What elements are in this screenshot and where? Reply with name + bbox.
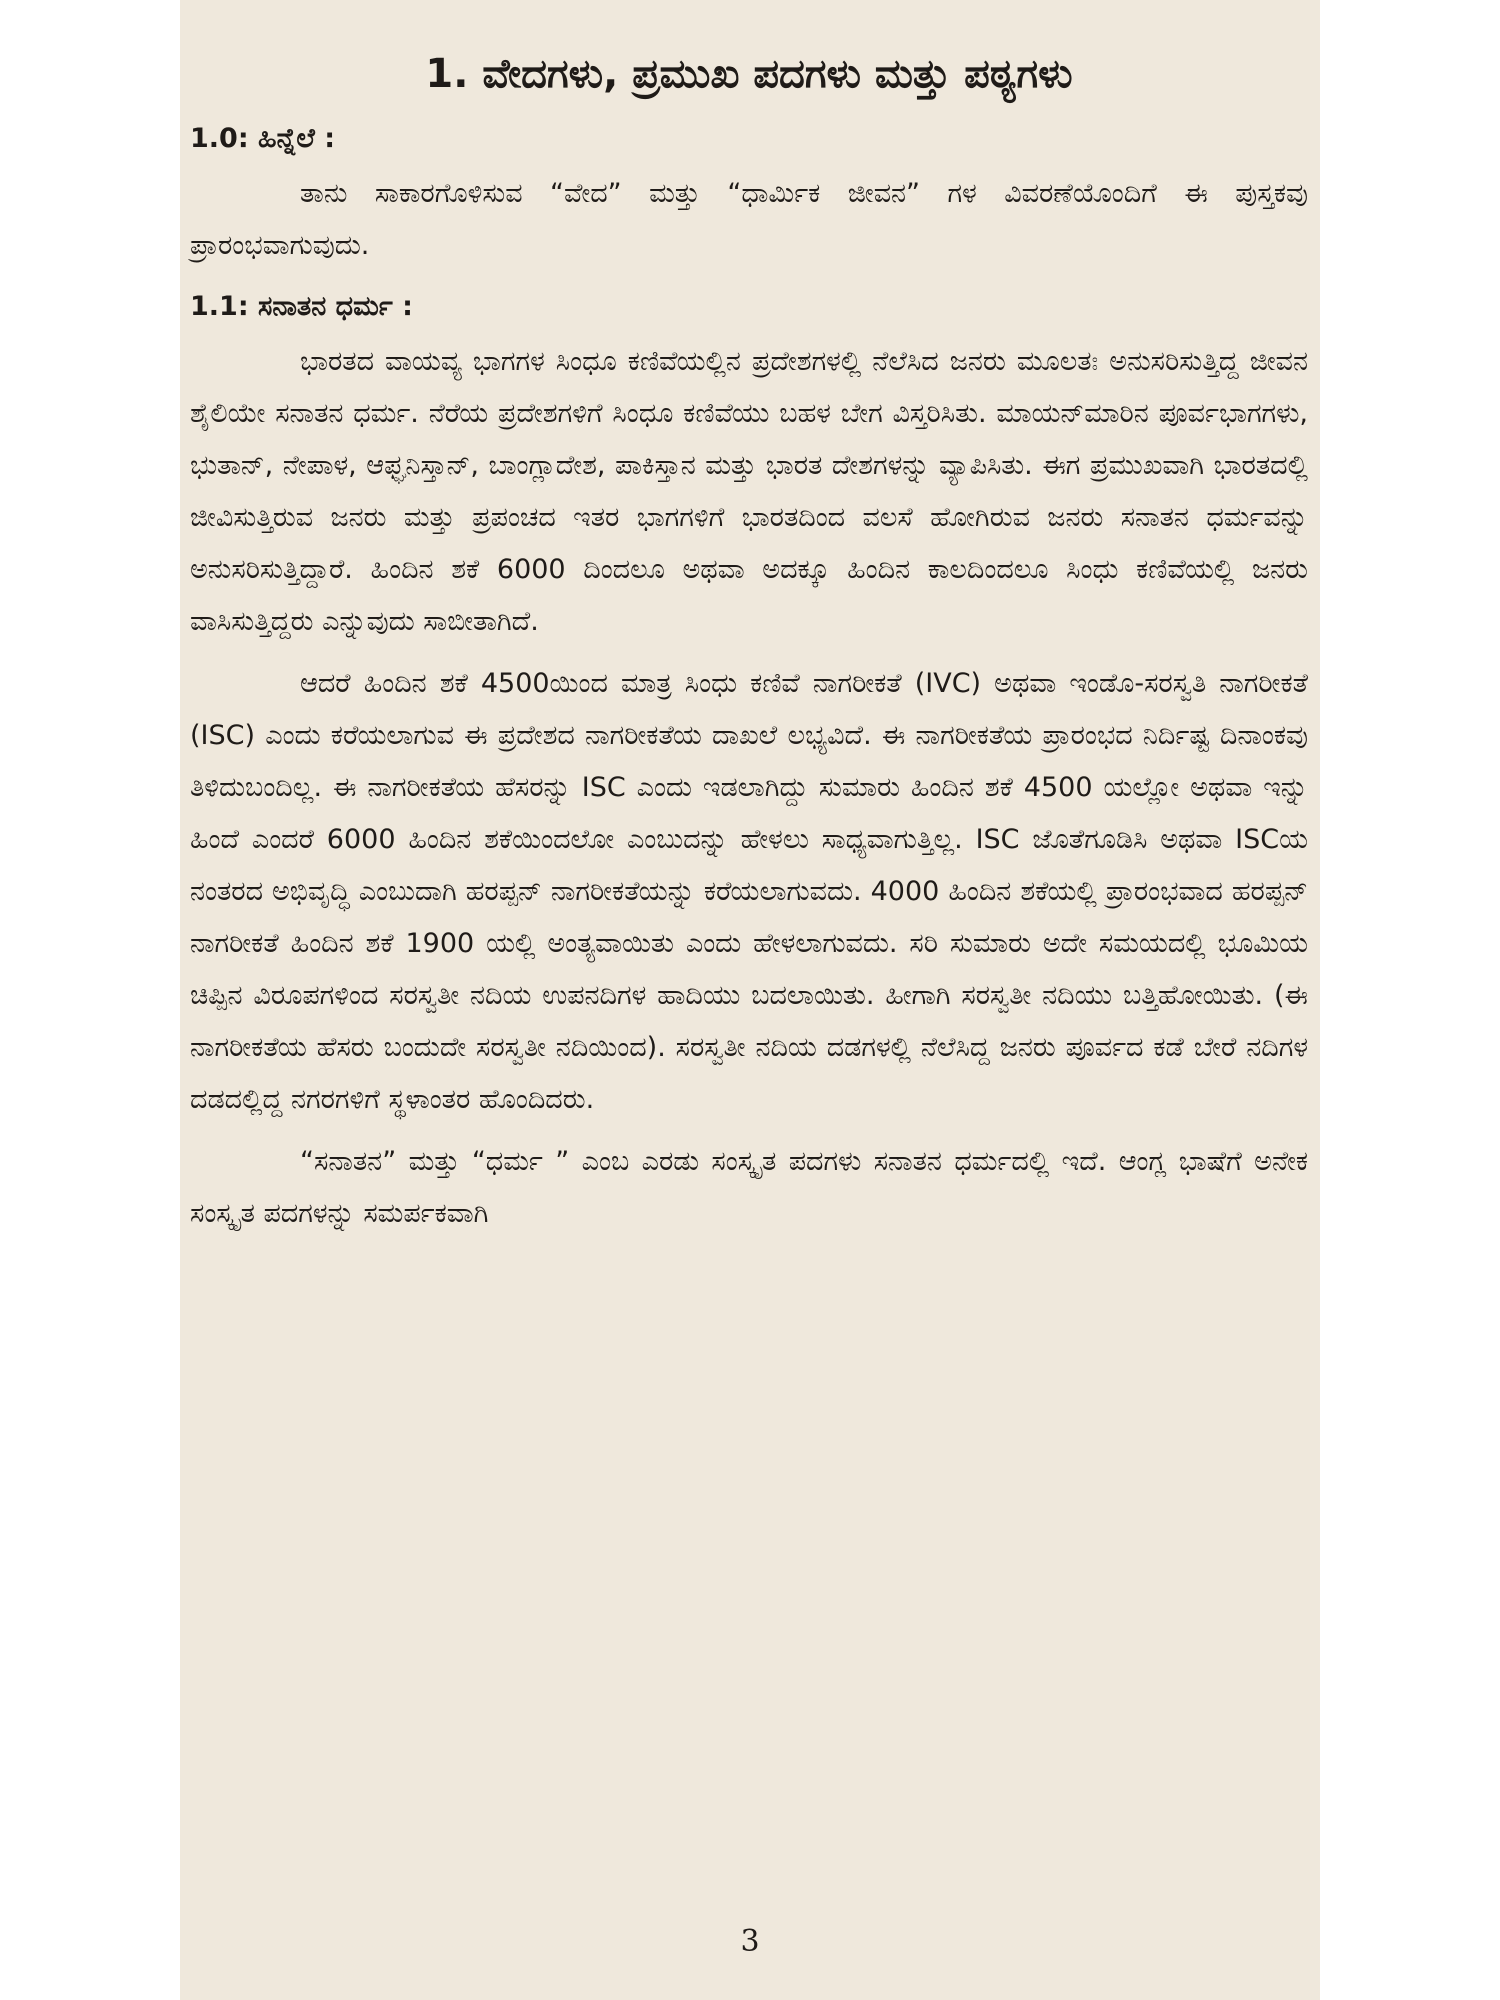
chapter-title: 1. ವೇದಗಳು, ಪ್ರಮುಖ ಪದಗಳು ಮತ್ತು ಪಠ್ಯಗಳು xyxy=(425,51,1073,97)
page-number: 3 xyxy=(740,1924,760,1959)
paragraph-background: ತಾನು ಸಾಕಾರಗೊಳಿಸುವ “ವೇದ” ಮತ್ತು “ಧಾರ್ಮಿಕ ಜೀವನ” ಗಳ ವಿವರಣೆಯೊಂದಿಗೆ ಈ ಪುಸ್ತಕವು ಪ್ರಾರಂಭವಾಗುವುದು. xyxy=(190,178,1308,261)
page-content xyxy=(190,44,1308,1250)
section-heading-background: 1.0: ಹಿನ್ನೆಲೆ : xyxy=(190,123,336,154)
paragraph-sanatana-2: ಆದರೆ ಹಿಂದಿನ ಶಕೆ 4500ಯಿಂದ ಮಾತ್ರ ಸಿಂಧು ಕಣಿವೆ ನಾಗರೀಕತೆ (IVC) ಅಥವಾ ಇಂಡೊ-ಸರಸ್ವತಿ ನಾಗರೀಕತೆ (ISC) ಎಂದು ಕರೆಯಲಾಗುವ ಈ ಪ್ರದೇಶದ ನಾಗರೀಕತೆಯ ದಾಖಲೆ ಲಭ್ಯವಿದೆ. ಈ ನಾಗರೀಕತೆಯ ಪ್ರಾರಂಭದ ನಿರ್ದಿಷ್ಟ ದಿನಾಂಕವು ತಿಳಿದುಬಂದಿಲ್ಲ. ಈ ನಾಗರೀಕತೆಯ ಹೆಸರನ್ನು ISC ಎಂದು ಇಡಲಾಗಿದ್ದು ಸುಮಾರು ಹಿಂದಿನ ಶಕೆ 4500 ಯಲ್ಲೋ ಅಥವಾ ಇನ್ನು ಹಿಂದೆ ಎಂದರೆ 6000 ಹಿಂದಿನ ಶಕೆಯಿಂದಲೋ ಎಂಬುದನ್ನು ಹೇಳಲು ಸಾಧ್ಯವಾಗುತ್ತಿಲ್ಲ. ISC ಜೊತೆಗೂಡಿಸಿ ಅಥವಾ ISCಯ ನಂತರದ ಅಭಿವೃದ್ಧಿ ಎಂಬುದಾಗಿ ಹರಪ್ಪನ್ ನಾಗರೀಕತೆಯನ್ನು ಕರೆಯಲಾಗುವದು. 4000 ಹಿಂದಿನ ಶಕೆಯಲ್ಲಿ ಪ್ರಾರಂಭವಾದ ಹರಪ್ಪನ್ ನಾಗರೀಕತೆ ಹಿಂದಿನ ಶಕೆ 1900 ಯಲ್ಲಿ ಅಂತ್ಯವಾಯಿತು ಎಂದು ಹೇಳಲಾಗುವದು. ಸರಿ ಸುಮಾರು ಅದೇ ಸಮಯದಲ್ಲಿ ಭೂಮಿಯ ಚಿಪ್ಪಿನ ವಿರೂಪಗಳಿಂದ ಸರಸ್ವತೀ ನದಿಯ ಉಪನದಿಗಳ ಹಾದಿಯು ಬದಲಾಯಿತು. ಹೀಗಾಗಿ ಸರಸ್ವತೀ ನದಿಯು ಬತ್ತಿಹೋಯಿತು. (ಈ ನಾಗರೀಕತೆಯ ಹೆಸರು ಬಂದುದೇ ಸರಸ್ವತೀ ನದಿಯಿಂದ). ಸರಸ್ವತೀ ನದಿಯ ದಡಗಳಲ್ಲಿ ನೆಲೆಸಿದ್ದ ಜನರು ಪೂರ್ವದ ಕಡೆ ಬೇರೆ ನದಿಗಳ ದಡದಲ್ಲಿದ್ದ ನಗರಗಳಿಗೆ ಸ್ಥಳಾಂತರ ಹೊಂದಿದರು. xyxy=(190,668,1308,1115)
paragraph-sanatana-3: “ಸನಾತನ” ಮತ್ತು “ಧರ್ಮ ” ಎಂಬ ಎರಡು ಸಂಸ್ಕೃತ ಪದಗಳು ಸನಾತನ ಧರ್ಮದಲ್ಲಿ ಇದೆ. ಆಂಗ್ಲ ಭಾಷೆಗೆ ಅನೇಕ ಸಂಸ್ಕೃತ ಪದಗಳನ್ನು ಸಮರ್ಪಕವಾಗಿ xyxy=(190,1146,1308,1229)
paragraph-sanatana-1: ಭಾರತದ ವಾಯವ್ಯ ಭಾಗಗಳ ಸಿಂಧೂ ಕಣಿವೆಯಲ್ಲಿನ ಪ್ರದೇಶಗಳಲ್ಲಿ ನೆಲೆಸಿದ ಜನರು ಮೂಲತಃ ಅನುಸರಿಸುತ್ತಿದ್ದ ಜೀವನ ಶೈಲಿಯೇ ಸನಾತನ ಧರ್ಮ. ನೆರೆಯ ಪ್ರದೇಶಗಳಿಗೆ ಸಿಂಧೂ ಕಣಿವೆಯು ಬಹಳ ಬೇಗ ವಿಸ್ತರಿಸಿತು. ಮಾಯನ್‌ಮಾರಿನ ಪೂರ್ವಭಾಗಗಳು, ಭುತಾನ್, ನೇಪಾಳ, ಆಫ್ಘನಿಸ್ತಾನ್, ಬಾಂಗ್ಲಾದೇಶ, ಪಾಕಿಸ್ತಾನ ಮತ್ತು ಭಾರತ ದೇಶಗಳನ್ನು ವ್ಯಾಪಿಸಿತು. ಈಗ ಪ್ರಮುಖವಾಗಿ ಭಾರತದಲ್ಲಿ ಜೀವಿಸುತ್ತಿರುವ ಜನರು ಮತ್ತು ಪ್ರಪಂಚದ ಇತರ ಭಾಗಗಳಿಗೆ ಭಾರತದಿಂದ ವಲಸೆ ಹೋಗಿರುವ ಜನರು ಸನಾತನ ಧರ್ಮವನ್ನು ಅನುಸರಿಸುತ್ತಿದ್ದಾರೆ. ಹಿಂದಿನ ಶಕೆ 6000 ದಿಂದಲೂ ಅಥವಾ ಅದಕ್ಕೂ ಹಿಂದಿನ ಕಾಲದಿಂದಲೂ ಸಿಂಧು ಕಣಿವೆಯಲ್ಲಿ ಜನರು ವಾಸಿಸುತ್ತಿದ್ದರು ಎನ್ನುವುದು ಸಾಬೀತಾಗಿದೆ. xyxy=(190,346,1308,637)
section-heading-sanatana-dharma: 1.1: ಸನಾತನ ಧರ್ಮ : xyxy=(190,291,413,322)
book-page xyxy=(180,0,1320,2000)
